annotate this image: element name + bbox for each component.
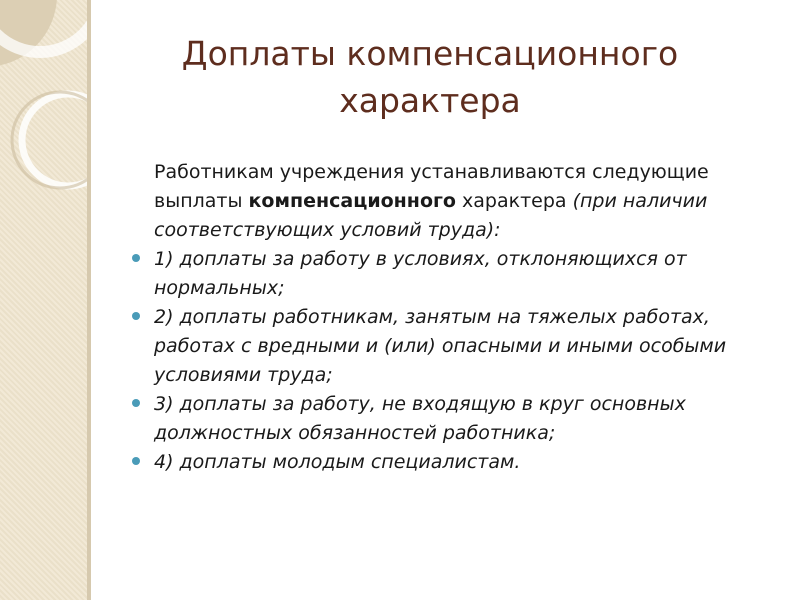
bullet-item: [130, 448, 780, 477]
slide-title: Доплаты компенсационного характера: [181, 34, 679, 120]
decorative-rings: [0, 0, 87, 600]
decorative-side-panel: [0, 0, 87, 600]
bullet-text: 2) доплаты работникам, занятым на тяжелых работах, работах с вредными и (или) опасными и иными особыми условиями труда;: [154, 306, 727, 386]
slide-body: [130, 158, 780, 477]
bullet-text: 4) доплаты молодым специалистам.: [154, 451, 521, 473]
bullet-dot-icon: [132, 399, 140, 407]
bullet-text: 1) доплаты за работу в условиях, отклоняющихся от нормальных;: [154, 248, 687, 299]
bullet-dot-icon: [132, 312, 140, 320]
bullet-text: 3) доплаты за работу, не входящую в круг основных должностных обязанностей работника;: [154, 393, 686, 444]
intro-text-2: характера: [455, 190, 573, 212]
bullet-item: [130, 303, 780, 390]
bullet-list: [130, 245, 780, 477]
bullet-dot-icon: [132, 254, 140, 262]
bullet-item: [130, 390, 780, 448]
intro-bold-term: компенсационного: [248, 190, 456, 212]
side-panel-border: [87, 0, 91, 600]
intro-note: (при наличии соответствующих условий труда):: [154, 190, 708, 241]
bullet-dot-icon: [132, 457, 140, 465]
bullet-item: [130, 245, 780, 303]
intro-paragraph: [130, 158, 780, 245]
intro-text-1: Работникам учреждения устанавливаются следующие выплаты: [154, 161, 709, 212]
